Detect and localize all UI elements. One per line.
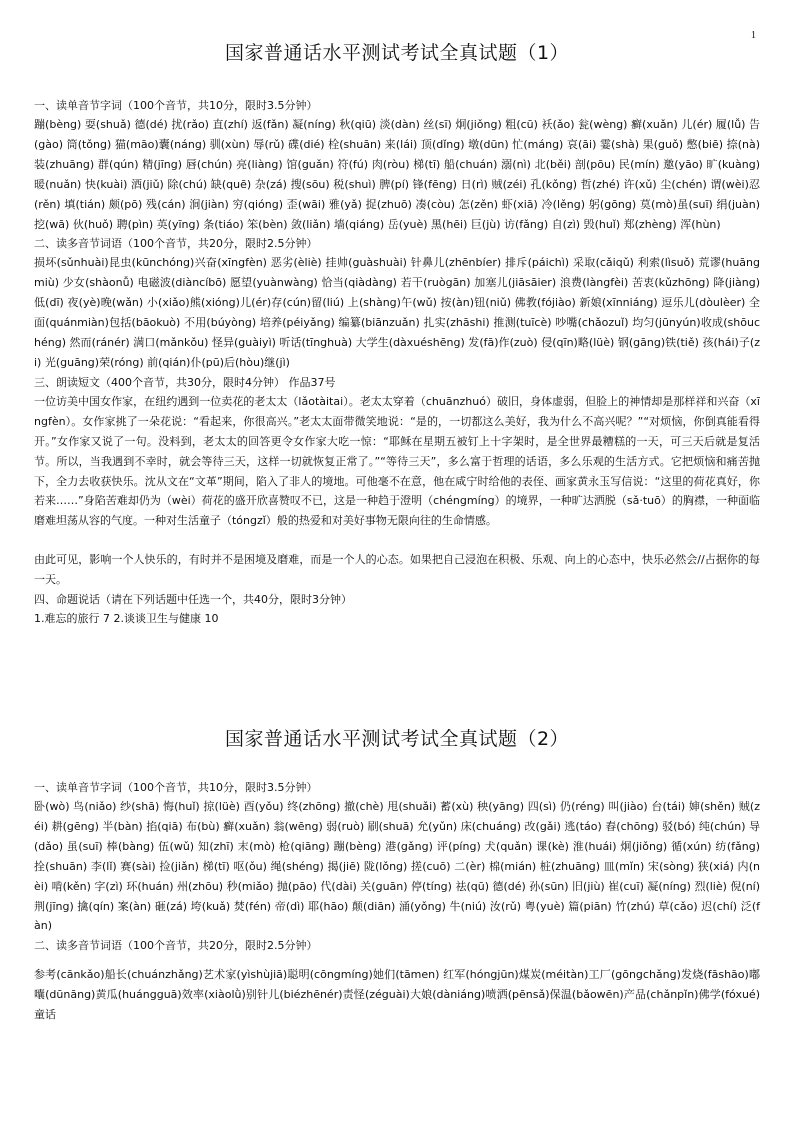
part-heading-multi-syllable: 二、读多音节词语（100个音节，共20分，限时2.5分钟） — [34, 939, 318, 953]
single-syllable-list: 蹦(bèng) 耍(shuǎ) 德(dé) 扰(rǎo) 直(zhí) 返(fǎn) 凝(níng) 秋(qiū) 淡(dàn) 丝(sī) 炯(jiǒng) 粗(cū) 袄(ǎo) 瓮(wèng) 癣(xuǎn) 儿(ér) 履(lǚ) 告(gào) 筒(tǒng) 猫(māo)囊(náng) 驯(xùn) 辱(rǔ) 碟(dié) 栓(shuān) 来(lái) 顶(dǐng) 墩(dūn) 忙(máng) 哀(āi) 霎(shà) 果(guǒ) 憋(biē) 捺(nà) 装(zhuāng) 群(qún) 精(jīng) 唇(chún) 亮(liàng) 馆(guǎn) 符(fú) 肉(ròu) 梯(tī) 船(chuán) 溺(nì) 北(běi) 剖(pōu) 民(mín) 邀(yāo) 旷(kuàng) 暖(nuǎn) 快(kuài) 酒(jiǔ) 除(chú) 缺(quē) 杂(zá) 搜(sōu) 税(shuì) 脾(pí) 锋(fēng) 日(rì) 贼(zéi) 孔(kǒng) 哲(zhé) 许(xǔ) 尘(chén) 谓(wèi)忍(rěn) 填(tián) 颇(pō) 残(cán) 涧(jiàn) 穷(qióng) 歪(wāi) 雅(yǎ) 捉(zhuō) 凑(còu) 怎(zěn) 虾(xiā) 冷(lěng) 躬(gōng) 莫(mò)虽(suī) 绢(juàn) 挖(wā) 伙(huǒ) 聘(pìn) 英(yīng) 条(tiáo) 笨(bèn) 敛(liǎn) 墙(qiáng) 岳(yuè) 黑(hēi) 巨(jù) 访(fǎng) 自(zì) 毁(huǐ) 郑(zhèng) 浑(hùn) — [34, 118, 760, 231]
page-number: 1 — [751, 30, 756, 41]
part-heading-reading: 三、朗读短文（400个音节，共30分，限时4分钟） 作品37号 — [34, 375, 336, 389]
multi-syllable-list: 损坏(sǔnhuài)昆虫(kūnchóng)兴奋(xīngfèn) 恶劣(èliè) 挂帅(guàshuài) 针鼻儿(zhēnbíer) 排斥(páichì) 采取(cǎiqǔ) 利索(lìsuǒ) 荒谬(huāngmiù) 少女(shàonǚ) 电磁波(diàncíbō) 愿望(yuànwàng) 恰当(qiàdàng) 若干(ruògān) 加塞儿(jiāsāier) 浪费(làngfèi) 苦衷(kǔzhōng) 降(jiàng)低(dī) 夜(yè)晚(wǎn) 小(xiǎo)熊(xióng)儿(ér)存(cún)留(liú) 上(shàng)午(wǔ) 按(àn)钮(niǔ) 佛教(fójiào) 新娘(xīnniáng) 逗乐儿(dòulèer) 全面(quánmiàn)包括(bāokuò) 不用(búyòng) 培养(péiyǎng) 编纂(biānzuǎn) 扎实(zhāshi) 推测(tuīcè) 吵嘴(chǎozuǐ) 均匀(jūnyún)收成(shōuchéng) 然而(ránér) 满口(mǎnkǒu) 怪异(guàiyì) 听话(tīnghuà) 大学生(dàxuéshēng) 发(fā)作(zuò) 侵(qīn)略(lüè) 钢(gāng)铁(tiě) 孩(hái)子(zi) 光(guāng)荣(róng) 前(qián)仆(pū)后(hòu)继(jì) — [34, 256, 760, 369]
part-heading-single-syllable: 一、读单音节字词（100个音节，共10分，限时3.5分钟） — [34, 99, 318, 112]
reading-passage: 一位访美中国女作家，在纽约遇到一位卖花的老太太（lǎotàitai）。老太太穿着（chuānzhuó）破旧，身体虚弱，但脸上的神情却是那样祥和兴奋（xīngfèn）。女作家挑了一朵花说：“看起来，你很高兴。”老太太面带微笑地说：“是的，一切都这么美好，我为什么不高兴呢？”“对烦恼，你倒真能看得开。”女作家又说了一句。没料到，老太太的回答更令女作家大吃一惊：“耶稣在星期五被钉上十字架时，是全世界最糟糕的一天，可三天后就是复活节。所以，当我遇到不幸时，就会等待三天，这样一切就恢复正常了。”“等待三天”，多么富于哲理的话语，多么乐观的生活方式。它把烦恼和痛苦抛下，全力去收获快乐。沈从文在“文革”期间，陷入了非人的境地。可他毫不在意，他在咸宁时给他的表侄、画家黄永玉写信说：“这里的荷花真好，你若来……”身陷苦难却仍为（wèi）荷花的盛开欣喜赞叹不已，这是一种趋于澄明（chéngmíng）的境界，一种旷达洒脱（sǎ·tuō）的胸襟，一种面临磨难坦荡从容的气度。一种对生活童子（tóngzǐ）般的热爱和对美好事物无限向往的生命情感。 — [34, 394, 760, 528]
part-heading-single-syllable: 一、读单音节字词（100个音节，共10分，限时3.5分钟） — [34, 781, 318, 794]
part-heading-speaking: 四、命题说话（请在下列话题中任选一个，共40分，限时3分钟） — [34, 593, 352, 607]
test-title: 国家普通话水平测试考试全真试题（2） — [224, 728, 570, 750]
test-section-2 — [34, 727, 760, 1025]
multi-syllable-list: 参考(cānkǎo)船长(chuánzhǎng)艺术家(yìshùjiā)聪明(cōngmíng)她们(tāmen) 红军(hóngjūn)煤炭(méitàn)工厂(gōngchǎng)发烧(fāshāo)嘟囔(dūnāng)黄瓜(huángguā)效率(xiàolǜ)别针儿(biézhēnér)责怪(zéguài)大娘(dàniáng)喷洒(pēnsǎ)保温(bǎowēn)产品(chǎnpǐn)佛学(fóxué)童话 — [34, 968, 760, 1022]
single-syllable-list: 卧(wò) 鸟(niǎo) 纱(shā) 悔(huǐ) 掠(lüè) 酉(yǒu) 终(zhōng) 撤(chè) 甩(shuǎi) 蓄(xù) 秧(yāng) 四(sì) 仍(réng) 叫(jiào) 台(tái) 婶(shěn) 贼(zéi) 耕(gēng) 半(bàn) 掐(qiā) 布(bù) 癣(xuǎn) 翁(wēng) 弱(ruò) 刷(shuā) 允(yǔn) 床(chuáng) 改(gǎi) 逃(táo) 舂(chōng) 驳(bó) 纯(chún) 导(dǎo) 虽(suī) 棒(bàng) 伍(wǔ) 知(zhī) 末(mò) 枪(qiāng) 蹦(bèng) 港(gǎng) 评(píng) 犬(quǎn) 课(kè) 淮(huái) 炯(jiǒng) 循(xún) 纺(fǎng) 拴(shuān) 李(lǐ) 赛(sài) 捡(jiǎn) 梯(tī) 呕(ǒu) 绳(shéng) 揭(jiē) 陇(lǒng) 搓(cuō) 二(èr) 棉(mián) 桩(zhuāng) 皿(mǐn) 宋(sòng) 狭(xiá) 内(nèi) 啃(kěn) 字(zì) 环(huán) 州(zhōu) 秒(miǎo) 抛(pāo) 代(dài) 关(guān) 停(tíng) 祛(qū) 德(dé) 孙(sūn) 旧(jiù) 崔(cuī) 凝(níng) 烈(liè) 倪(ní) 荆(jīng) 擒(qín) 案(àn) 砸(zá) 垮(kuǎ) 焚(fén) 帝(dì) 耶(hāo) 颠(diān) 涌(yǒng) 牛(niú) 汝(rǔ) 粤(yuè) 篇(piān) 竹(zhú) 草(cǎo) 迟(chí) 泛(fàn) — [34, 800, 761, 933]
part-heading-multi-syllable: 二、读多音节词语（100个音节，共20分，限时2.5分钟） — [34, 237, 318, 251]
test-section-1 — [34, 41, 760, 628]
speaking-topics: 1.难忘的旅行 7 2.谈谈卫生与健康 10 — [34, 612, 219, 626]
test-title: 国家普通话水平测试考试全真试题（1） — [224, 42, 570, 64]
reading-passage-conclusion: 由此可见，影响一个人快乐的，有时并不是困境及磨难，而是一个人的心态。如果把自己浸泡在积极、乐观、向上的心态中，快乐必然会//占据你的每一天。 — [34, 553, 760, 587]
